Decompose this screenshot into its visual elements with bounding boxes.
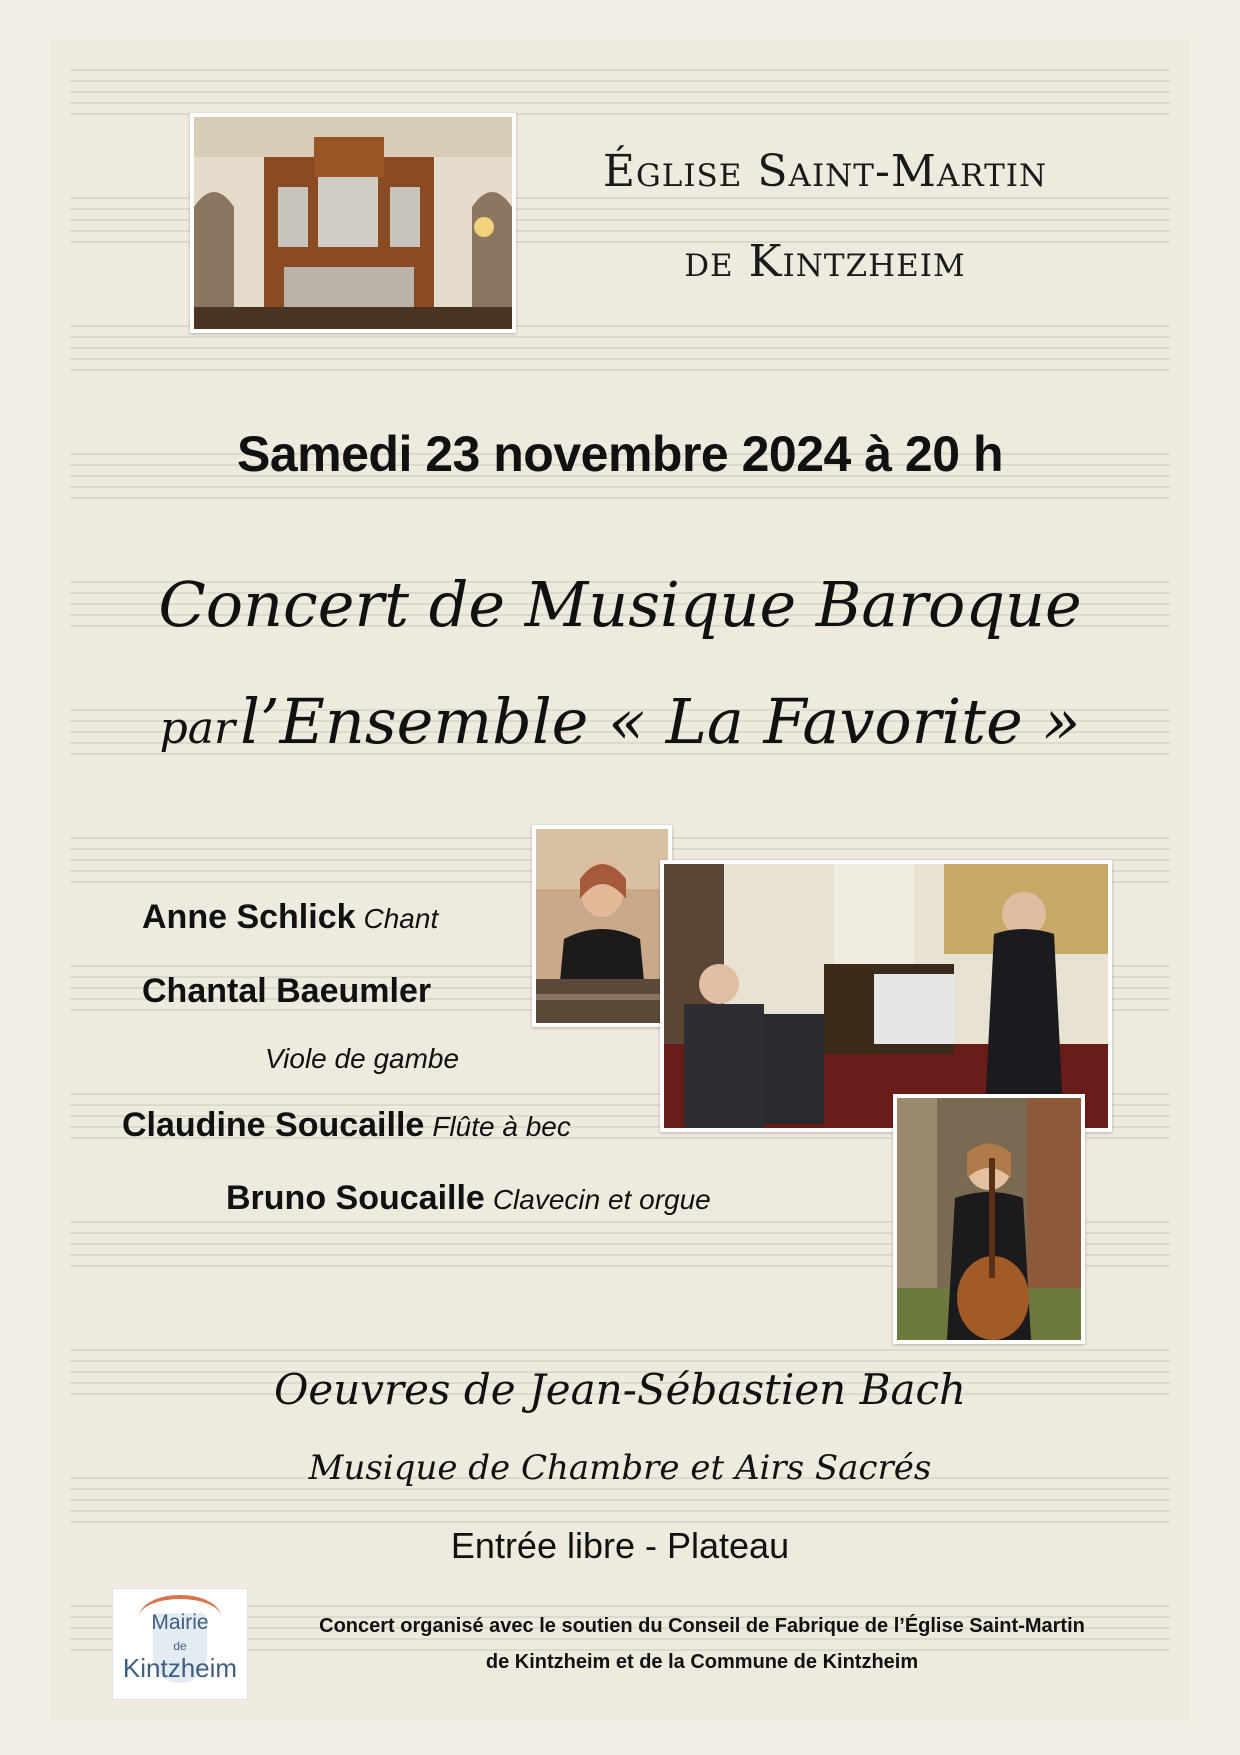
- logo-line2: de: [173, 1639, 187, 1653]
- viol-player-portrait-photo: [893, 1094, 1085, 1344]
- credit-line2: de Kintzheim et de la Commune de Kintzheim: [485, 1651, 919, 1673]
- program-title: Oeuvres de Jean-Sébastien Bach: [273, 1365, 967, 1414]
- ensemble-line: [140, 685, 1100, 758]
- performer-claudine-soucaille: [122, 1106, 571, 1145]
- performer-name: Bruno Soucaille: [226, 1179, 485, 1217]
- performer-instrument: Flûte à bec: [432, 1111, 571, 1142]
- performer-chantal-baeumler: [142, 972, 431, 1011]
- concert-date: Samedi 23 novembre 2024 à 20 h: [237, 426, 1003, 482]
- performer-bruno-soucaille: [226, 1179, 711, 1218]
- performer-instrument: Chant: [363, 903, 439, 934]
- performer-name: Anne Schlick: [142, 898, 356, 936]
- logo-line3: Kintzheim: [122, 1653, 238, 1683]
- performer-name: Chantal Baeumler: [142, 972, 432, 1010]
- program-subtitle: Musique de Chambre et Airs Sacrés: [308, 1448, 932, 1488]
- logo-line1: Mairie: [151, 1611, 209, 1634]
- church-name-line2: de Kintzheim: [684, 236, 966, 287]
- church-organ-photo: [190, 113, 516, 333]
- ensemble-performance-photo: [660, 860, 1112, 1132]
- singer-portrait-photo: [532, 825, 672, 1027]
- concert-title: Concert de Musique Baroque: [158, 568, 1082, 641]
- credit-line1: Concert organisé avec le soutien du Conseil de Fabrique de l’Église Saint-Martin: [319, 1615, 1085, 1637]
- performer-anne-schlick: [142, 898, 438, 937]
- performer-instrument: Viole de gambe: [265, 1043, 460, 1074]
- performer-name: Claudine Soucaille: [122, 1106, 425, 1144]
- ensemble-name: l’Ensemble « La Favorite »: [240, 685, 1081, 758]
- church-name-line1: Église Saint-Martin: [602, 146, 1048, 197]
- ensemble-prefix: par: [159, 703, 236, 754]
- entry-info: Entrée libre - Plateau: [450, 1525, 790, 1566]
- sponsor-credit: [262, 1608, 1142, 1680]
- mairie-kintzheim-logo: [112, 1588, 248, 1700]
- performer-instrument: Clavecin et orgue: [492, 1184, 711, 1215]
